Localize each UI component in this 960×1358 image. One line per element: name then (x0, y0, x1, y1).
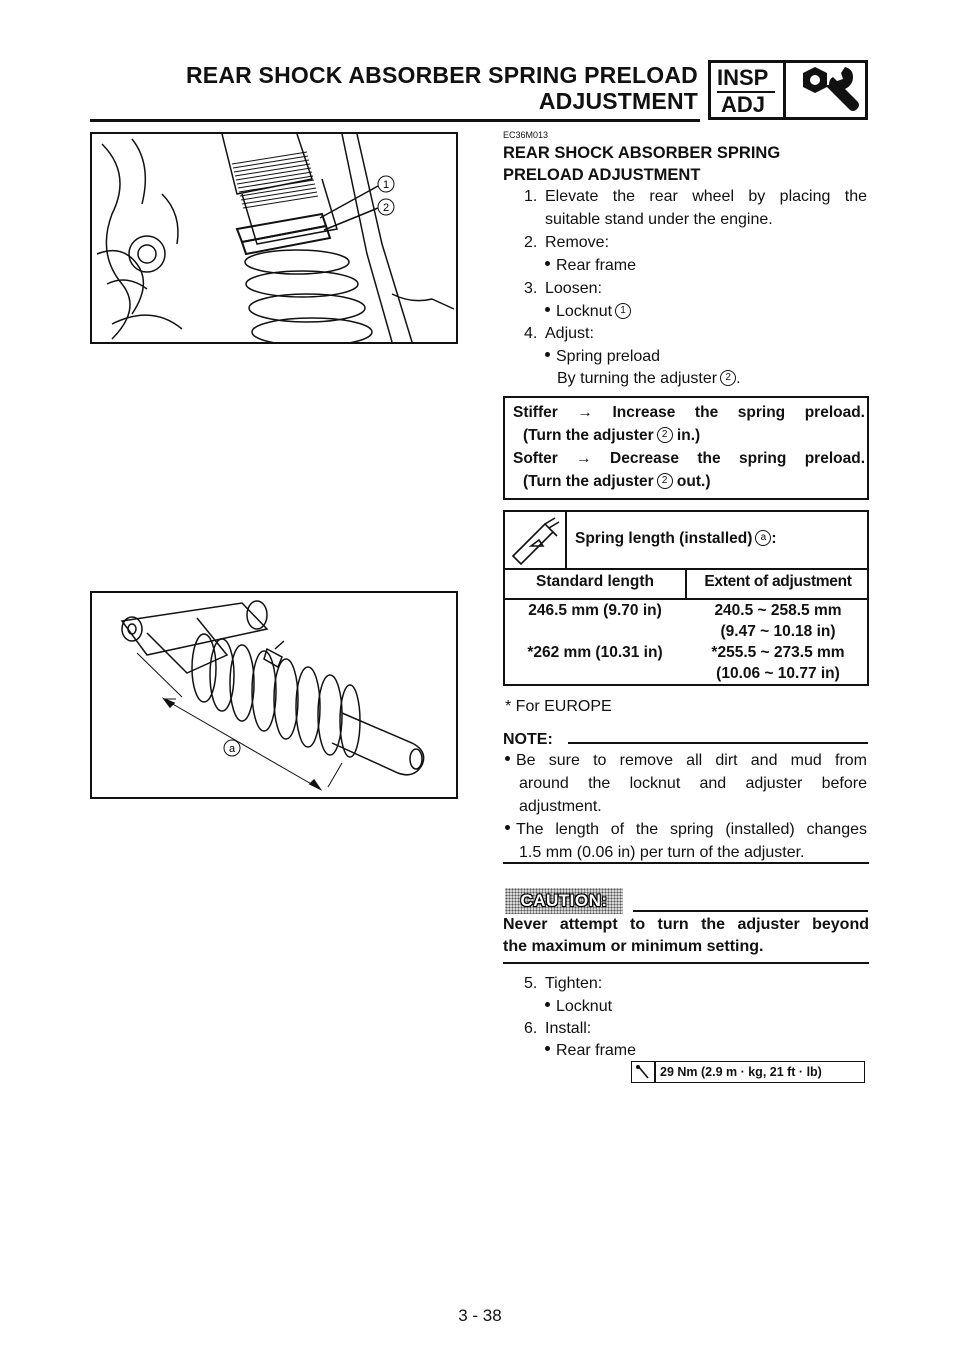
figure2-callout-a (224, 740, 240, 756)
page-header-title (120, 62, 698, 114)
spring-length-spec-table (503, 510, 869, 686)
step-2-number: 2. (524, 234, 538, 251)
row1-extent-mm: 240.5 ~ 258.5 mm (714, 602, 842, 619)
note-end-rule (503, 862, 869, 864)
shock-removed-illustration (92, 593, 456, 797)
row1-standard: 246.5 mm (9.70 in) (528, 602, 662, 619)
torque-spec (631, 1061, 865, 1083)
section-title-line2: PRELOAD ADJUSTMENT (503, 166, 701, 184)
section-badge (708, 60, 868, 120)
figure1-callout-1 (378, 176, 394, 192)
badge-adj: ADJ (721, 92, 766, 117)
caution-rule (633, 910, 868, 912)
svg-text:2: 2 (382, 202, 390, 214)
spring-length-title: Spring length (installed) a : (575, 530, 777, 547)
step-3-item (545, 301, 631, 323)
row1-extent-in: (9.47 ~ 10.18 in) (720, 623, 836, 640)
stiffer-line: Stiffer → Increase the spring preload. (513, 404, 865, 421)
step-1-line1: Elevate the rear wheel by placing the (545, 188, 867, 205)
caliper-icon (509, 516, 563, 568)
row2-extent-mm: *255.5 ~ 273.5 mm (711, 644, 845, 661)
stiffer-detail: (Turn the adjuster 2 in.) (523, 427, 701, 444)
column-header-extent: Extent of adjustment (704, 573, 852, 590)
note-bullet-1-line1: Be sure to remove all dirt and mud from (505, 750, 867, 772)
svg-text:1: 1 (382, 179, 390, 191)
step-4-sub-text: By turning the adjuster (557, 370, 718, 387)
step-5-number: 5. (524, 975, 538, 992)
step-6-text: Install: (545, 1020, 592, 1037)
caution-line2: the maximum or minimum setting. (503, 938, 764, 955)
caution-body (503, 914, 869, 958)
badge-insp: INSP (717, 65, 769, 90)
step-4-ref: 2 (720, 370, 736, 386)
torque-divider (654, 1062, 656, 1082)
svg-text:a: a (228, 743, 236, 755)
step-3-text: Loosen: (545, 280, 602, 297)
torque-wrench-icon (635, 1064, 651, 1080)
figure-shock-mounted (90, 132, 458, 344)
row2-standard: *262 mm (10.31 in) (527, 644, 663, 661)
preload-direction-box (503, 396, 869, 500)
torque-value: 29 Nm (2.9 m · kg, 21 ft · lb) (660, 1065, 822, 1079)
note-bullet-1-line2: around the locknut and adjuster before (519, 775, 867, 792)
step-1-number: 1. (524, 188, 538, 205)
step-5-text: Tighten: (545, 975, 603, 992)
note-rule (568, 742, 868, 744)
page-number: 3 - 38 (458, 1306, 502, 1325)
section-code: EC36M013 (503, 130, 549, 140)
caution-line1: Never attempt to turn the adjuster beyond (503, 916, 869, 933)
step-4-sub (557, 368, 741, 390)
caution-end-rule (503, 962, 869, 964)
section-title-line1: REAR SHOCK ABSORBER SPRING (503, 144, 781, 162)
figure-shock-removed (90, 591, 458, 799)
step-4-number: 4. (524, 325, 538, 342)
section-title (503, 142, 869, 186)
step-5-item: Locknut (545, 996, 612, 1018)
note-heading: NOTE: (503, 731, 553, 748)
step-2-item: Rear frame (545, 255, 636, 277)
note-bullet-2-line2: 1.5 mm (0.06 in) per turn of the adjuster. (519, 844, 805, 861)
softer-line: Softer → Decrease the spring preload. (513, 450, 865, 467)
column-header-standard: Standard length (536, 573, 654, 590)
step-3-ref: 1 (615, 303, 631, 319)
step-6-number: 6. (524, 1020, 538, 1037)
softer-detail: (Turn the adjuster 2 out.) (523, 473, 711, 490)
header-title-line2: ADJUSTMENT (538, 88, 698, 114)
note-bullet-2-line1: The length of the spring (installed) changes (505, 819, 867, 841)
step-3-number: 3. (524, 280, 538, 297)
figure1-callout-2 (378, 199, 394, 215)
row2-extent-in: (10.06 ~ 10.77 in) (716, 665, 840, 682)
header-rule (90, 119, 700, 122)
wrench-icon (789, 65, 865, 117)
shock-mounted-illustration (92, 134, 456, 342)
step-4-item: Spring preload (545, 346, 660, 368)
step-6-item: Rear frame (545, 1040, 636, 1062)
step-4-period: . (736, 370, 741, 387)
icon-divider (565, 512, 567, 568)
step-4-text: Adjust: (545, 325, 594, 342)
step-1-line2: suitable stand under the engine. (545, 211, 773, 228)
note-bullet-1-line3: adjustment. (519, 798, 602, 815)
step-2-text: Remove: (545, 234, 610, 251)
footnote-europe: * For EUROPE (505, 698, 612, 715)
caution-label: CAUTION: (520, 891, 608, 910)
step-3-item-label: Locknut (556, 303, 613, 320)
badge-split (783, 63, 786, 117)
header-title-line1: REAR SHOCK ABSORBER SPRING PRELOAD (186, 62, 698, 88)
